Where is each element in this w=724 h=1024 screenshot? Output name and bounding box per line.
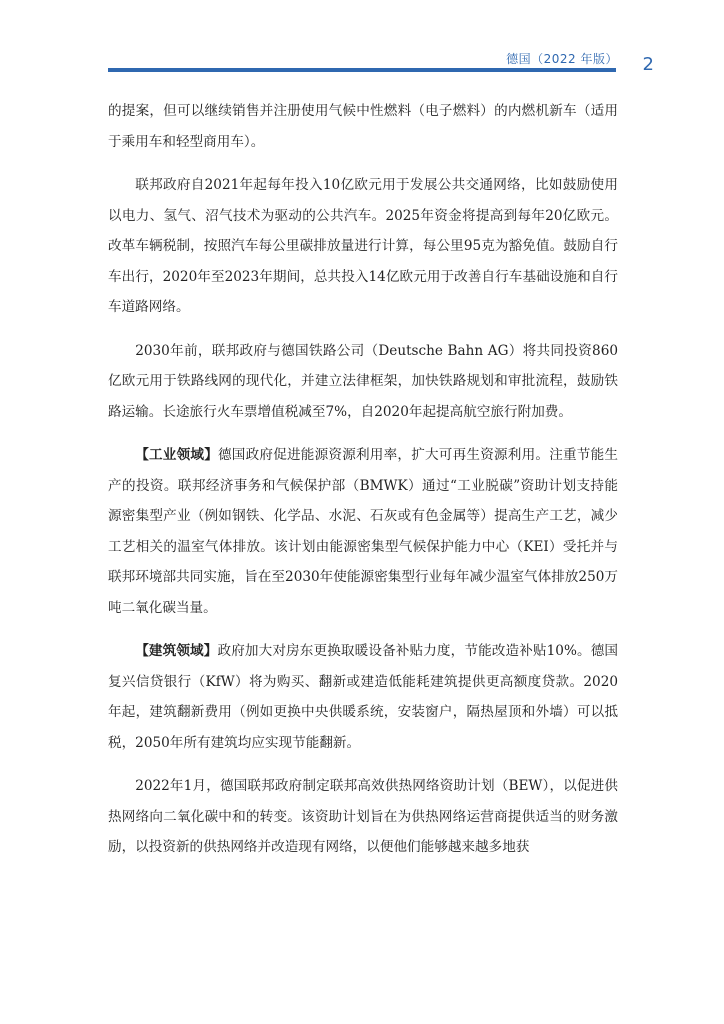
section-heading-buildings: 【建筑领域】 (135, 643, 218, 659)
paragraph-text: 的提案，但可以继续销售并注册使用气候中性燃料（电子燃料）的内燃机新车（适用于乘用车和轻型商用车）。 (108, 103, 618, 150)
header-title: 德国（2022 年版） (506, 52, 618, 66)
paragraph-public-transport (108, 170, 618, 323)
paragraph-industry (108, 440, 618, 623)
section-heading-industry: 【工业领域】 (135, 447, 218, 463)
paragraph-text: 联邦政府自2021年起每年投入10亿欧元用于发展公共交通网络，比如鼓励使用以电力、氢气、沼气技术为驱动的公共汽车。2025年资金将提高到每年20亿欧元。改革车辆税制，按照汽车每公里碳排放量进行计算，每公里95克为豁免值。鼓励自行车出行，2020年至2023年期间，总共投入14亿欧元用于改善自行车基础设施和自行车道路网络。 (108, 177, 618, 315)
document-body (108, 96, 618, 876)
paragraph-text: 政府加大对房东更换取暖设备补贴力度，节能改造补贴10%。德国复兴信贷银行（KfW）将为购买、翻新或建造低能耗建筑提供更高额度贷款。2020年起，建筑翻新费用（例如更换中央供暖系统，安装窗户，隔热屋顶和外墙）可以抵税，2050年所有建筑均应实现节能翻新。 (108, 643, 619, 751)
paragraph-railway (108, 336, 618, 428)
paragraph-buildings (108, 636, 618, 758)
paragraph-continuation (108, 96, 618, 157)
page-number: 2 (642, 54, 654, 75)
paragraph-text: 2022年1月，德国联邦政府制定联邦高效供热网络资助计划（BEW），以促进供热网络向二氧化碳中和的转变。该资助计划旨在为供热网络运营商提供适当的财务激励，以投资新的供热网络并改造现有网络，以便他们能够越来越多地获 (108, 778, 618, 855)
paragraph-heat-network (108, 771, 618, 863)
paragraph-text: 德国政府促进能源资源利用率，扩大可再生资源利用。注重节能生产的投资。联邦经济事务和气候保护部（BMWK）通过“工业脱碳”资助计划支持能源密集型产业（例如钢铁、化学品、水泥、石灰或有色金属等）提高生产工艺，减少工艺相关的温室气体排放。该计划由能源密集型气候保护能力中心（KEI）受托并与联邦环境部共同实施，旨在至2030年使能源密集型行业每年减少温室气体排放250万吨二氧化碳当量。 (108, 447, 619, 616)
paragraph-text: 2030年前，联邦政府与德国铁路公司（Deutsche Bahn AG）将共同投资860亿欧元用于铁路线网的现代化，并建立法律框架，加快铁路规划和审批流程，鼓励铁路运输。长途旅行火车票增值税减至7%，自2020年起提高航空旅行附加费。 (108, 342, 618, 420)
header-rule (108, 68, 616, 72)
